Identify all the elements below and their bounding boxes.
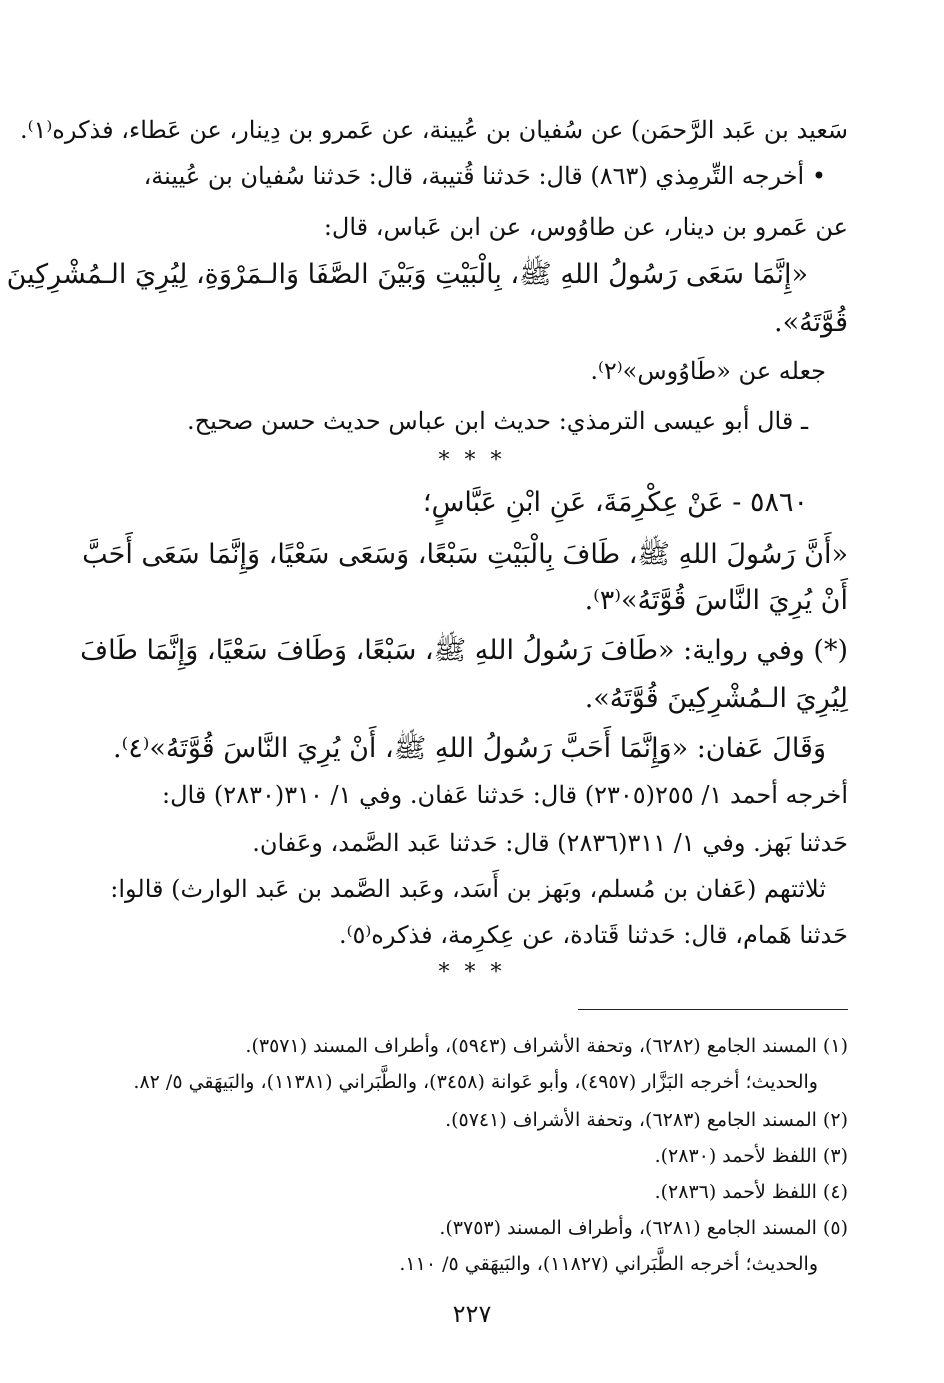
page-number: ٢٢٧ (452, 1300, 492, 1328)
page (6, 0, 848, 1383)
section-divider-stars: * * * (438, 960, 506, 985)
footnote: (٥) المسند الجامع (٦٢٨١)، وأطراف المسند (٣٧٥٣). (439, 1217, 848, 1239)
text-line: سَعيد بن عَبد الرَّحمَن) عن سُفيان بن عُيينة، عن عَمرو بن دِينار، عن عَطاء، فذكره⁽١⁾. (19, 116, 848, 144)
text-line: عن عَمرو بن دينار، عن طاوُوس، عن ابن عَباس، قال: (323, 213, 848, 241)
footnote: (١) المسند الجامع (٦٢٨٢)، وتحفة الأشراف (٥٩٤٣)، وأطراف المسند (٣٥٧١). (245, 1035, 848, 1057)
footnote: والحديث؛ أخرجه البَزَّار (٤٩٥٧)، وأبو عَوانة (٣٤٥٨)، والطَّبَراني (١١٣٨١)، والبَيهَقي ٥/ ٨٢. (133, 1071, 818, 1093)
text-line: حَدثنا هَمام، قال: حَدثنا قَتادة، عن عِكرِمة، فذكره⁽٥⁾. (338, 921, 848, 949)
hadith-heading: ٥٨٦٠ - عَنْ عِكْرِمَةَ، عَنِ ابْنِ عَبَّاسٍ؛ (422, 487, 808, 518)
hadith-text-line: أَنْ يُرِيَ النَّاسَ قُوَّتَهُ»⁽٣⁾. (584, 585, 848, 616)
hadith-text-line: «إِنَّمَا سَعَى رَسُولُ اللهِ ﷺ، بِالْبَيْتِ وَبَيْنَ الصَّفَا وَالـمَرْوَةِ، لِيُرِيَ الـمُشْرِكِينَ (6, 259, 808, 290)
hadith-text-line: «أَنَّ رَسُولَ اللهِ ﷺ، طَافَ بِالْبَيْتِ سَبْعًا، وَسَعَى سَعْيًا، وَإِنَّمَا سَعَى أَحَبَّ (82, 539, 848, 570)
text-line: ـ قال أبو عيسى الترمذي: حديث ابن عباس حديث حسن صحيح. (187, 407, 808, 435)
hadith-text-line: لِيُرِيَ الـمُشْرِكِينَ قُوَّتَهُ». (584, 683, 848, 714)
footnote: (٤) اللفظ لأحمد (٢٨٣٦). (654, 1181, 848, 1203)
text-line: جعله عن «طَاوُوس»⁽٢⁾. (590, 357, 826, 385)
hadith-text-line: وَقَالَ عَفان: «وَإِنَّمَا أَحَبَّ رَسُولُ اللهِ ﷺ، أَنْ يُرِيَ النَّاسَ قُوَّتَهُ»⁽٤⁾. (112, 733, 826, 764)
hadith-text-line: قُوَّتَهُ». (774, 307, 848, 338)
text-line: أخرجه أحمد ١/ ٢٥٥(٢٣٠٥) قال: حَدثنا عَفان. وفي ١/ ٣١٠(٢٨٣٠) قال: (161, 781, 848, 809)
footnote: والحديث؛ أخرجه الطَّبَراني (١١٨٢٧)، والبَيهَقي ٥/ ١١٠. (399, 1253, 818, 1275)
text-line: ثلاثتهم (عَفان بن مُسلم، وبَهز بن أَسَد، وعَبد الصَّمد بن عَبد الوارث) قالوا: (110, 875, 826, 903)
footnote-separator (578, 1009, 848, 1010)
section-divider-stars: * * * (438, 448, 506, 473)
footnote: (٣) اللفظ لأحمد (٢٨٣٠). (654, 1145, 848, 1167)
text-line: • أخرجه التِّرمِذي (٨٦٣) قال: حَدثنا قُتيبة، قال: حَدثنا سُفيان بن عُيينة، (143, 162, 826, 190)
text-line: حَدثنا بَهز. وفي ١/ ٣١١(٢٨٣٦) قال: حَدثنا عَبد الصَّمد، وعَفان. (252, 829, 848, 857)
hadith-text-line: (*) وفي رواية: «طَافَ رَسُولُ اللهِ ﷺ، سَبْعًا، وَطَافَ سَعْيًا، وَإِنَّمَا طَافَ (80, 635, 848, 666)
footnote: (٢) المسند الجامع (٦٢٨٣)، وتحفة الأشراف (٥٧٤١). (445, 1109, 848, 1131)
